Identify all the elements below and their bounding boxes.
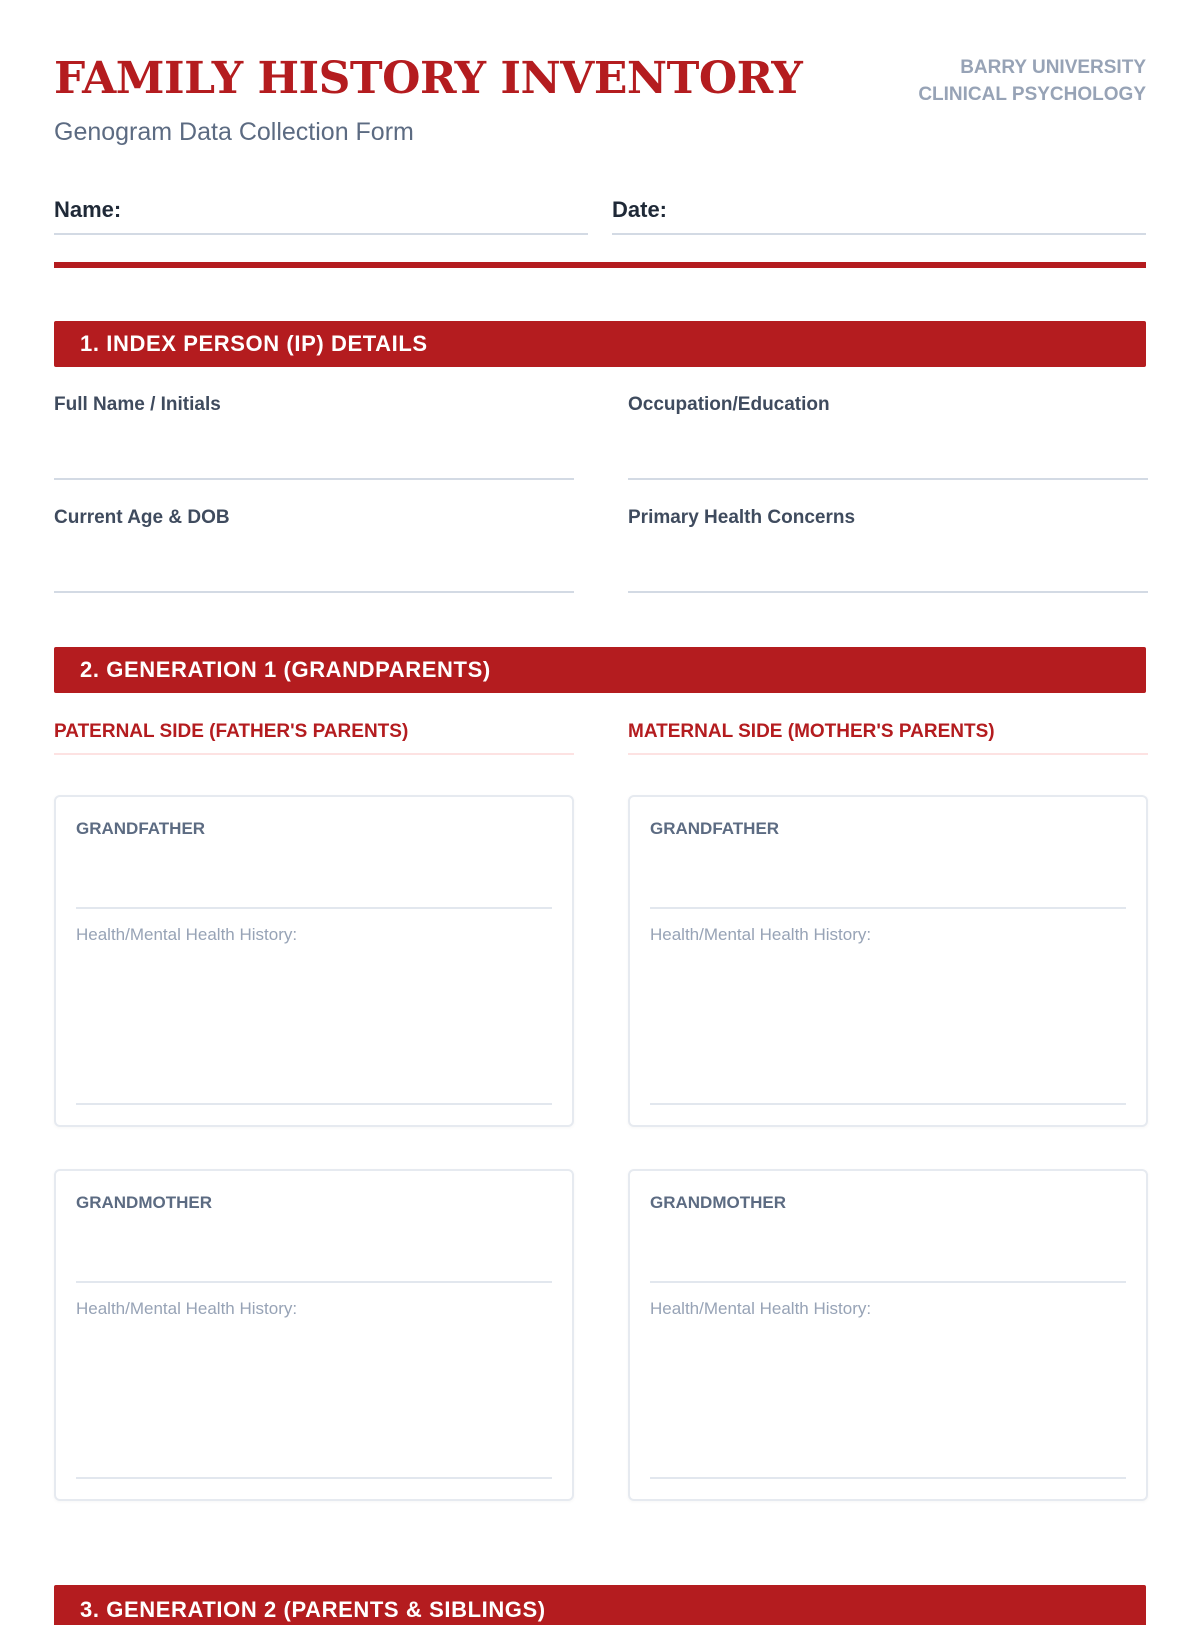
age-dob-label: Current Age & DOB (54, 507, 230, 528)
page-title: FAMILY HISTORY INVENTORY (54, 53, 803, 104)
health-concerns-field[interactable] (628, 480, 1148, 593)
card-name-line (650, 907, 1126, 909)
paternal-grandmother-card[interactable] (54, 1169, 574, 1501)
paternal-column (54, 693, 574, 1501)
section-index-person-heading: 1. INDEX PERSON (IP) DETAILS (54, 321, 1146, 367)
card-history-label: Health/Mental Health History: (650, 1299, 872, 1318)
card-name-line (76, 1281, 552, 1283)
card-title: GRANDMOTHER (650, 1193, 786, 1212)
institution-department: CLINICAL PSYCHOLOGY (918, 84, 1146, 105)
occupation-field[interactable] (628, 367, 1148, 480)
occupation-label: Occupation/Education (628, 394, 830, 415)
full-name-field[interactable] (54, 367, 574, 480)
card-title: GRANDFATHER (76, 819, 206, 838)
institution-name: BARRY UNIVERSITY (960, 57, 1146, 78)
name-field[interactable] (54, 175, 588, 235)
maternal-grandfather-card[interactable] (628, 795, 1148, 1127)
section-grandparents-heading: 2. GENERATION 1 (GRANDPARENTS) (54, 647, 1146, 693)
date-label: Date: (612, 197, 668, 222)
date-field[interactable] (612, 175, 1146, 235)
card-history-line (76, 1477, 552, 1479)
form-header (54, 0, 1146, 175)
section-parents-siblings-heading: 3. GENERATION 2 (PARENTS & SIBLINGS) (54, 1585, 1146, 1625)
age-dob-field[interactable] (54, 480, 574, 593)
name-label: Name: (54, 197, 122, 222)
index-person-fields (54, 367, 1146, 593)
card-name-line (650, 1281, 1126, 1283)
card-history-line (650, 1103, 1126, 1105)
card-history-line (650, 1477, 1126, 1479)
institution-block (918, 54, 1146, 108)
card-history-label: Health/Mental Health History: (76, 925, 298, 944)
card-history-line (76, 1103, 552, 1105)
name-date-row (54, 175, 1146, 235)
card-history-label: Health/Mental Health History: (76, 1299, 298, 1318)
health-concerns-label: Primary Health Concerns (628, 507, 856, 528)
header-divider (54, 262, 1146, 268)
paternal-grandfather-card[interactable] (54, 795, 574, 1127)
card-title: GRANDMOTHER (76, 1193, 212, 1212)
card-title: GRANDFATHER (650, 819, 780, 838)
page-subtitle: Genogram Data Collection Form (54, 118, 414, 146)
maternal-grandmother-card[interactable] (628, 1169, 1148, 1501)
maternal-column (628, 693, 1148, 1501)
maternal-heading: MATERNAL SIDE (MOTHER'S PARENTS) (628, 721, 1148, 755)
card-name-line (76, 907, 552, 909)
full-name-label: Full Name / Initials (54, 394, 221, 415)
grandparents-columns (54, 693, 1146, 1501)
paternal-heading: PATERNAL SIDE (FATHER'S PARENTS) (54, 721, 574, 755)
card-history-label: Health/Mental Health History: (650, 925, 872, 944)
